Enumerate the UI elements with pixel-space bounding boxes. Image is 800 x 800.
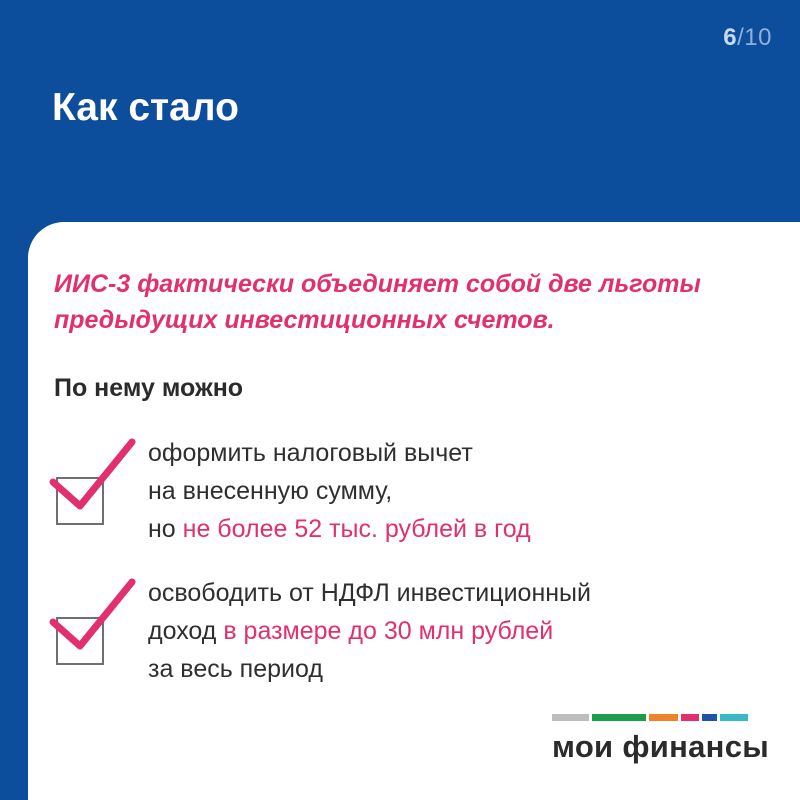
item-line — [148, 510, 768, 548]
subhead: По нему можно — [54, 374, 244, 402]
logo-stripe — [552, 714, 589, 721]
page-counter — [723, 24, 772, 52]
logo-stripe — [720, 714, 748, 721]
item-accent: не более 52 тыс. рублей в год — [182, 515, 531, 543]
item-line: освободить от НДФЛ инвестиционный — [148, 579, 591, 607]
logo-stripe — [592, 714, 645, 721]
logo-stripe — [681, 714, 699, 721]
logo: мои финансы — [552, 729, 770, 764]
item-line: на внесенную сумму, — [148, 477, 393, 505]
page-total: /10 — [737, 24, 772, 51]
logo-stripe — [702, 714, 718, 721]
item-line — [148, 612, 768, 650]
content-card — [28, 222, 800, 800]
checkbox-checked-icon — [48, 434, 148, 534]
item-accent: в размере до 30 млн рублей — [223, 617, 554, 645]
logo-stripes — [552, 714, 748, 721]
item-text — [148, 574, 768, 688]
checkbox-checked-icon — [48, 574, 148, 674]
item-text — [148, 434, 768, 548]
item-line: за весь период — [148, 655, 323, 683]
item-line: оформить налоговый вычет — [148, 439, 473, 467]
page-title: Как стало — [52, 86, 239, 129]
item-line-prefix: доход — [148, 617, 224, 645]
page-current: 6 — [723, 24, 738, 51]
item-line-prefix: но — [148, 515, 183, 543]
logo-stripe — [649, 714, 679, 721]
lead-text: ИИС-3 фактически объединяет собой две льготы предыдущих инвестиционных счетов. — [54, 270, 701, 334]
